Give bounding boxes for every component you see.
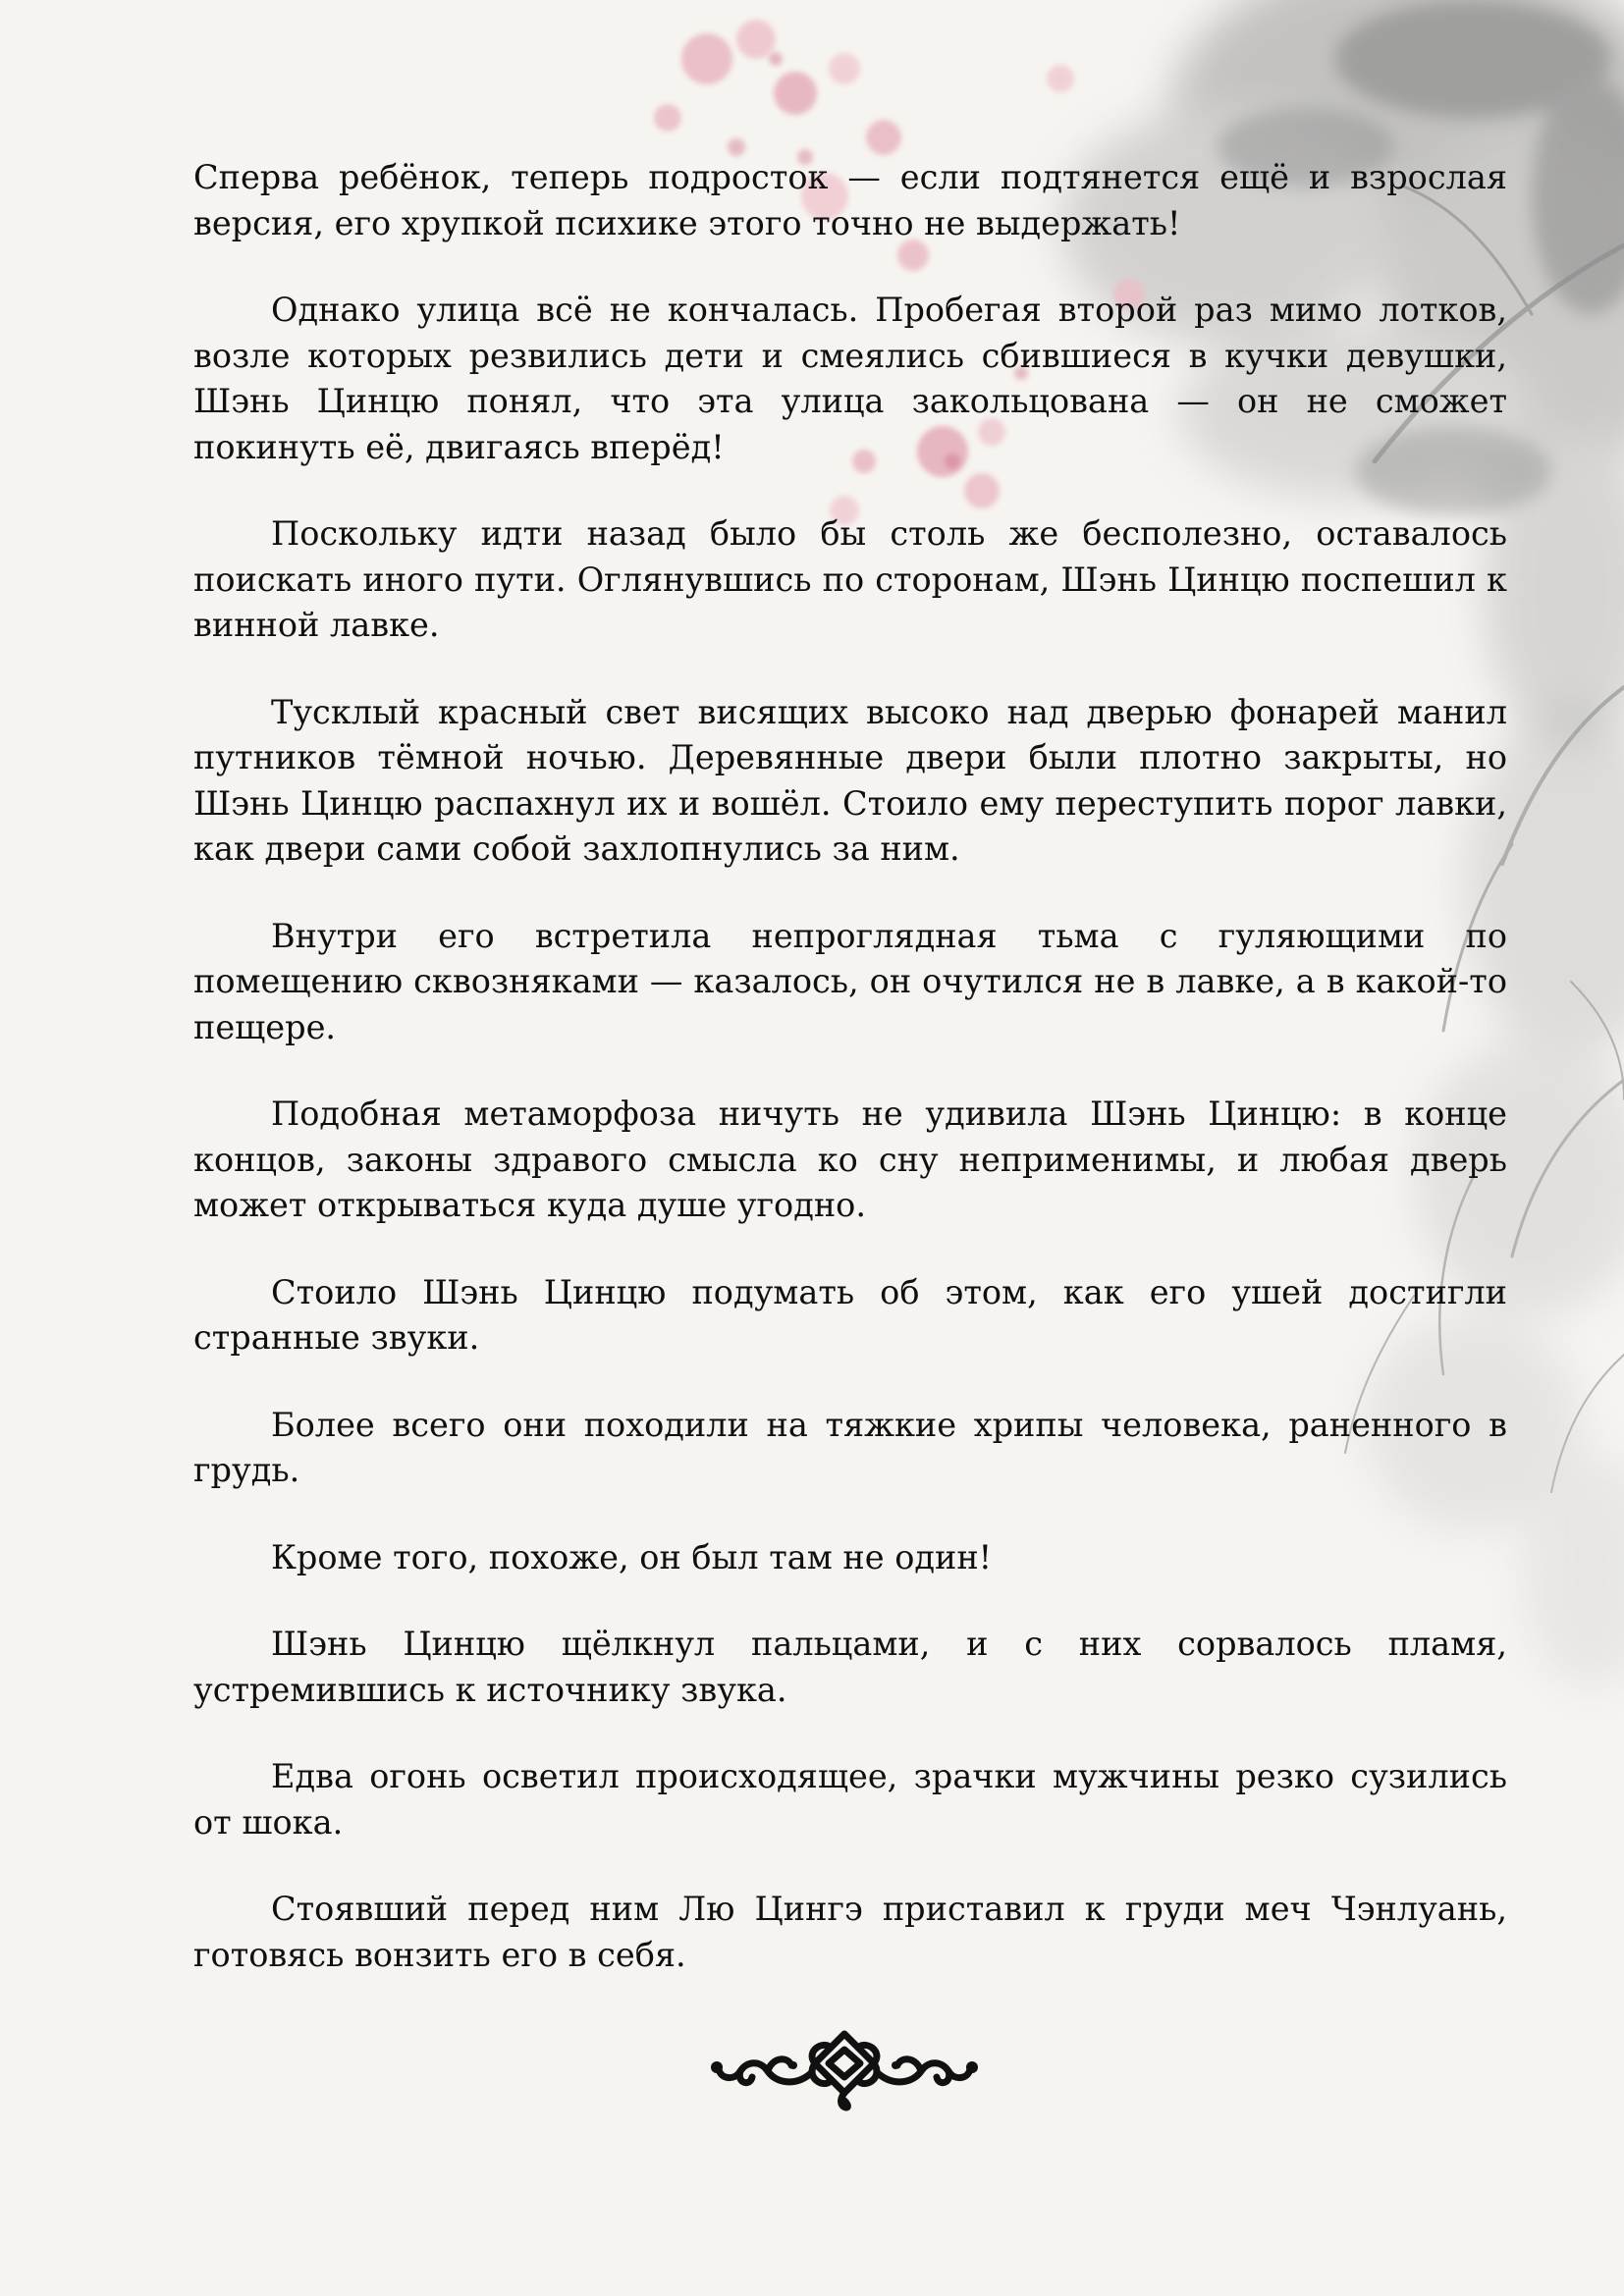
paragraph: Внутри его встретила непроглядная тьма с гуляющими по помещению сквозняками — казалось, он очутился не в лавке, а в какой-то пещере. xyxy=(193,916,1507,1046)
paragraph: Шэнь Цинцю щёлкнул пальцами, и с них сорвалось пламя, устремившись к источнику звука. xyxy=(193,1625,1507,1709)
paragraph: Сперва ребёнок, теперь подросток — если подтянется ещё и взрослая версия, его хрупкой психике этого точно не выдержать! xyxy=(193,158,1507,242)
paragraph: Подобная метаморфоза ничуть не удивила Шэнь Цинцю: в конце концов, законы здравого смысла ко сну неприменимы, и любая дверь может открываться куда душе угодно. xyxy=(193,1095,1507,1224)
paragraph: Более всего они походили на тяжкие хрипы человека, раненного в грудь. xyxy=(193,1405,1507,1489)
paragraph: Стоило Шэнь Цинцю подумать об этом, как его ушей достигли странные звуки. xyxy=(193,1272,1507,1357)
paragraph: Тусклый красный свет висящих высоко над дверью фонарей манил путников тёмной ночью. Деревянные двери были плотно закрыты, но Шэнь Цинцю распахнул их и вошёл. Стоило ему переступить порог лавки, как двери сами собой захлопнулись за ним. xyxy=(193,692,1507,868)
paragraph: Поскольку идти назад было бы столь же бесполезно, оставалось поискать иного пути. Оглянувшись по сторонам, Шэнь Цинцю поспешил к винной лавке. xyxy=(193,514,1507,644)
paragraph: Кроме того, похоже, он был там не один! xyxy=(271,1537,993,1576)
paragraph: Едва огонь осветил происходящее, зрачки мужчины резко сузились от шока. xyxy=(193,1757,1507,1842)
paragraph: Стоявший перед ним Лю Цингэ приставил к груди меч Чэнлуань, готовясь вонзить его в себя. xyxy=(193,1890,1507,1974)
chapter-text xyxy=(193,155,1507,2019)
endless-knot-scroll-ornament-icon xyxy=(707,2022,982,2120)
paragraph: Однако улица всё не кончалась. Пробегая второй раз мимо лотков, возле которых резвились дети и смеялись сбившиеся в кучки девушки, Шэнь Цинцю понял, что эта улица закольцована — он не сможет покинуть её, двигаясь вперёд! xyxy=(193,291,1507,466)
